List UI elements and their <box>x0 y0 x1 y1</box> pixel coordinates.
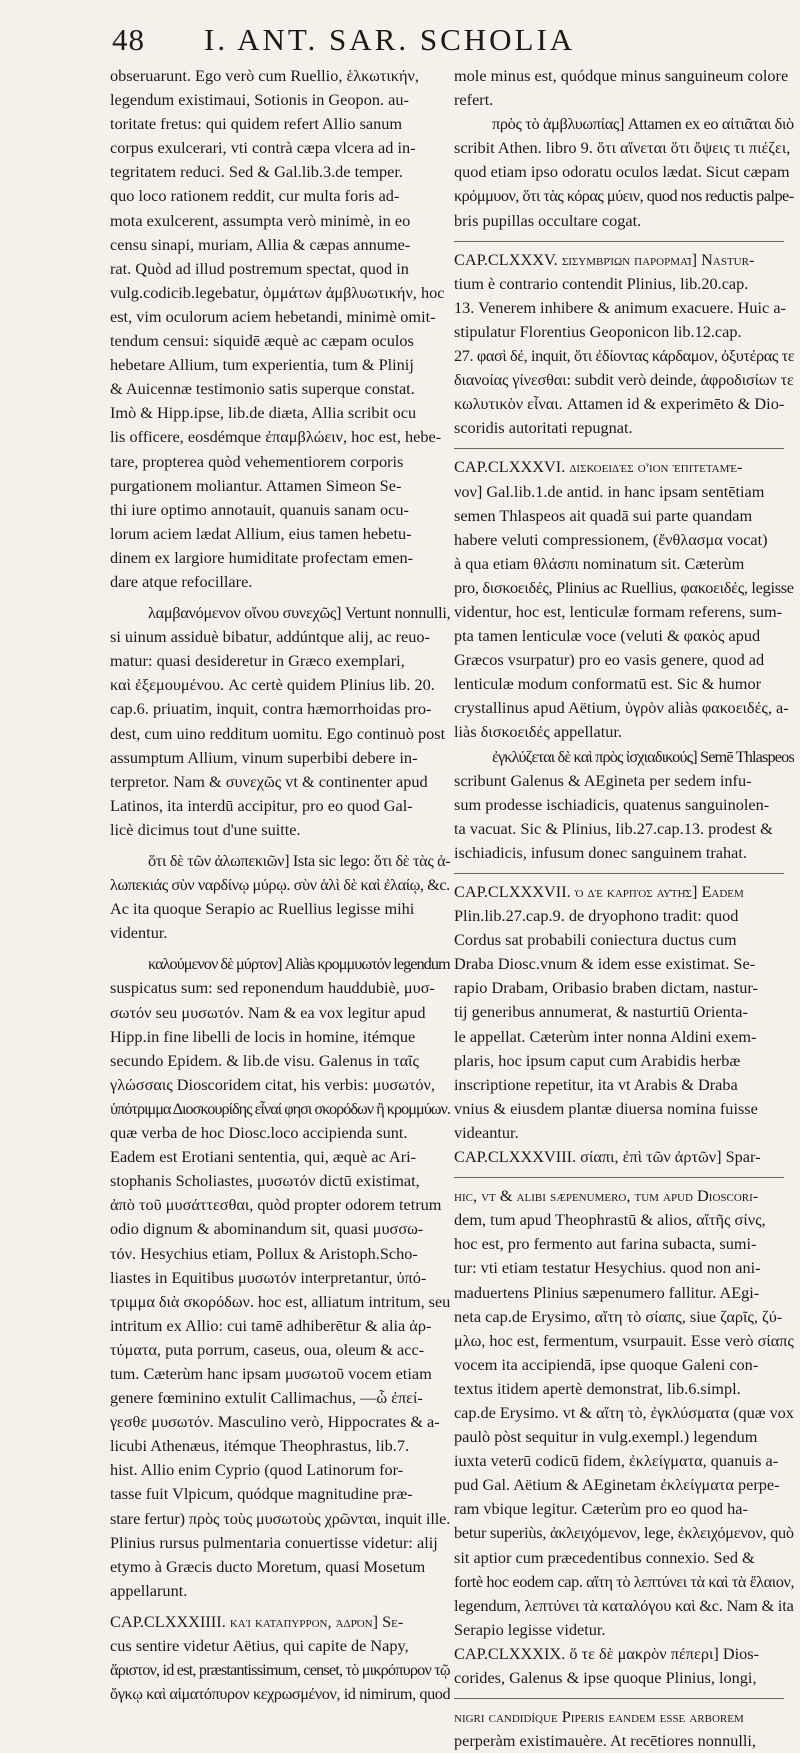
running-title: I. ANT. SAR. SCHOLIA <box>204 22 576 57</box>
text-line: tegritatem reduci. Sed & Gal.lib.3.de temper. <box>110 162 403 182</box>
text-line: λαμβανόμενον οἴνου συνεχῶς] Vertunt nonnulli, <box>148 603 450 623</box>
text-line: stipulatur Florentius Geoponicon lib.12.cap. <box>454 321 742 341</box>
text-line: γεσθε μυσωτόν. Masculino verò, Hippocrates & a- <box>110 1412 440 1432</box>
chapter-heading-line: nigri candidíque Piperis eandem esse arborem <box>454 1707 744 1727</box>
text-line: hebetare Allium, tum experientia, tum & Plinij <box>110 355 414 375</box>
text-line: hoc est, pro fermento aut farina subacta, sumi- <box>454 1234 757 1254</box>
text-line: censu sinapi, muriam, Allia & cæpas annume- <box>110 234 411 254</box>
text-line: si uinum assiduè bibatur, addúntque alij, ac reuo- <box>110 627 430 647</box>
text-line: Plin.lib.27.cap.9. de dryophono tradit: quod <box>454 906 739 926</box>
text-line: τριμμα διὰ σκορόδων. hoc est, alliatum intritum, seu <box>110 1291 450 1311</box>
text-line: textus itidem apertè demonstrat, lib.6.simpl. <box>454 1378 741 1398</box>
text-line: Latinos, ita interdū accipitur, pro eo quod Gal- <box>110 795 413 815</box>
text-line: ta vacuat. Sic & Plinius, lib.27.cap.13. prodest & <box>454 818 773 838</box>
text-line: perperàm existimauère. At recētiores nonnulli, <box>454 1731 756 1751</box>
text-line: bris pupillas occultare cogat. <box>454 210 642 230</box>
text-line: καλούμενον δὲ μύρτον] Aliàs κρομμυωτόν legendum <box>148 954 450 974</box>
text-line: legendum, λεπτύνει τὰ καταλόγου καὶ &c. Nam & ita <box>454 1595 794 1615</box>
text-line: habere veluti compressionem, (ἔνθλασμα vocat) <box>454 529 768 549</box>
text-line: pud Gal. Aëtium & AEginetam ἐκλείγματα perpe- <box>454 1475 780 1495</box>
text-line: maduertens Plinius sæpenumero fallitur. AEgi- <box>454 1282 760 1302</box>
text-line: διανοίας γίνεσθαι: subdit verò deinde, ἀφροδισίων τε <box>454 370 794 390</box>
text-line: μλω, hoc est, fermentum, vsurpauit. Esse verò σίαπς <box>454 1330 794 1350</box>
text-line: quod etiam ipso odoratu oculos lædat. Sicut cæpam <box>454 162 790 182</box>
text-line: ἀπὸ τοῦ μυσάττεσθαι, quòd propter odorem tetrum <box>110 1195 442 1215</box>
text-line: videntur, hoc est, lenticulæ formam referens, sum- <box>454 601 783 621</box>
text-line: purgationem moliantur. Attamen Simeon Se- <box>110 475 402 495</box>
text-line: scoridis autoritati repugnat. <box>454 418 633 438</box>
text-line: toritate fretus: qui quidem refert Allio sanum <box>110 114 403 134</box>
text-line: sum prodesse ischiadicis, quatenus sanguinolen- <box>454 794 770 814</box>
text-line: Serapio legisse videtur. <box>454 1619 606 1639</box>
text-line: ὄγκῳ καὶ αἱματόπυρον κεχρωσμένον, id nimirum, quod <box>110 1684 450 1704</box>
text-line: τόν. Hesychius etiam, Pollux & Aristoph.Scho- <box>110 1243 418 1263</box>
text-line: Plinius rursus pulmentaria conuertisse videtur: alij <box>110 1532 438 1552</box>
text-line: tum. Cæterùm hanc ipsam μυσωτοῦ vocem etiam <box>110 1363 432 1383</box>
text-line: vocem ita accipiendā, ipse quoque Galeni con- <box>454 1354 759 1374</box>
text-line: scribunt Galenus & AEgineta per sedem infu- <box>454 770 752 790</box>
text-line: Draba Diosc.vnum & idem esse existimat. Se- <box>454 954 756 974</box>
text-line: lenticulæ modum conformatū est. Sic & humor <box>454 674 762 694</box>
text-line: est, vim oculorum aciem hebetandi, minimè omit- <box>110 306 436 326</box>
text-line: Græcos vsurpatur) pro eo vasis genere, quod ad <box>454 650 765 670</box>
text-line: appellarunt. <box>110 1580 188 1600</box>
text-line: hist. Allio enim Cyprio (quod Latinorum for- <box>110 1460 404 1480</box>
text-line: intritum ex Allio: cui tamē adhiberētur & alia ἀρ- <box>110 1315 432 1335</box>
text-line: Hipp.in fine libelli de locis in homine, itémque <box>110 1026 416 1046</box>
text-line: genere fœminino extulit Callimachus, —ὧ ἐπεί- <box>110 1388 423 1408</box>
text-line: γλώσσαις Dioscoridem citat, his verbis: μυσωτόν, <box>110 1074 435 1094</box>
text-line: tare, propterea quòd vehementiorem corporis <box>110 451 404 471</box>
text-line: matur: quasi desideretur in Græco exemplari, <box>110 651 405 671</box>
text-line: Ac ita quoque Serapio ac Ruellius legisse mihi <box>110 899 415 919</box>
text-line: νον] Gal.lib.1.de antid. in hanc ipsam sentētiam <box>454 481 765 501</box>
text-line: λωπεκιάς σὺν ναρδίνῳ μύρῳ. σὺν ἁλὶ δὲ καὶ ἐλαίῳ, &c. <box>110 875 450 895</box>
text-line: mole minus est, quódque minus sanguineum colore <box>454 66 789 85</box>
text-line: tium è contrario contendit Plinius, lib.20.cap. <box>454 273 749 293</box>
text-line: licè dicimus tout d'une suitte. <box>110 819 301 839</box>
text-line: videntur. <box>110 923 168 943</box>
text-line: Eadem est Erotiani sententia, qui, æquè ac Ari- <box>110 1147 417 1167</box>
text-line: videantur. <box>454 1122 519 1142</box>
text-line: ἄριστον, id est, præstantissimum, censet, τὸ μικρόπυρον τῷ <box>110 1660 450 1680</box>
text-line: iuxta veterū codicū fidem, ἐκλείγματα, quanuis a- <box>454 1451 779 1471</box>
text-line: κωλυτικὸν εἶναι. Attamen id & experimēto & Dio- <box>454 394 785 414</box>
chapter-heading-line: hic, vt & alibi sæpenumero, tum apud Dioscori- <box>454 1186 759 1206</box>
text-line: sit aptior cum præcedentibus connexio. Sed & <box>454 1547 755 1567</box>
text-line: cap.6. priuatim, inquit, contra hæmorrhoidas pro- <box>110 699 432 719</box>
text-line: 13. Venerem inhibere & animum exacuere. Huic a- <box>454 297 786 317</box>
section-rule <box>454 1698 784 1699</box>
section-rule <box>454 1177 784 1178</box>
text-line: crystallinus apud Aëtium, ὑγρὸν aliàs φακοειδές, a- <box>454 698 789 718</box>
text-line: legendum existimaui, Sotionis in Geopon. au- <box>110 90 409 110</box>
text-line: quæ verba de hoc Diosc.loco accipienda sunt. <box>110 1123 408 1143</box>
text-line: ὑπότριμμα Διοσκουρίδης εἶναί φησι σκορόδων ἢ κρομμύων. <box>110 1098 450 1118</box>
text-line: terpretor. Nam & συνεχῶς vt & continenter apud <box>110 771 428 791</box>
text-line: ram vbique legitur. Cæterùm pro eo quod ha- <box>454 1499 748 1519</box>
chapter-heading-line: CAP.CLXXXVI. δισκοειδὲς οἷον ἐπιτεταμέ- <box>454 457 743 477</box>
text-line: cus sentire videtur Aëtius, qui capite de Napy, <box>110 1636 409 1655</box>
text-line: tendum censui: siquidē æquè ac cæpam oculos <box>110 331 414 351</box>
chapter-heading-line: CAP.CLXXXV. σισυμβρίων παρορμᾷ] Nastur- <box>454 249 755 269</box>
text-line: dem, tum apud Theophrastū & alios, αἴτῆς σίνς, <box>454 1210 766 1230</box>
text-line: pro, δισκοειδές, Plinius ac Ruellius, φακοειδές, legisse <box>454 577 794 597</box>
text-line: assumptum Allium, vinum superbibi debere in- <box>110 747 418 767</box>
text-line: cap.de Erysimo. vt & αἴτη τὸ, ἐγκλύσματα (quæ vox <box>454 1402 794 1422</box>
text-line: corides, Galenus & ipse quoque Plinius, longi, <box>454 1668 757 1687</box>
text-line: rat. Quòd ad illud postremum spectat, quod in <box>110 258 409 278</box>
text-line: secundo Epidem. & lib.de visu. Galenus in ταῖς <box>110 1050 419 1070</box>
text-line: 27. φασὶ δέ, inquit, ὅτι ἐδίοντας κάρδαμον, ὀξυτέρας τε <box>454 346 794 366</box>
text-line: Cordus sat probabili coniectura ductus cum <box>454 930 737 950</box>
section-rule <box>454 873 784 874</box>
text-line: CAP.CLXXXIX. ὅ τε δὲ μακρὸν πέπερι] Dios- <box>454 1643 760 1663</box>
text-line: & Auicennæ testimonio satis superque constat. <box>110 379 415 399</box>
text-line: tasse fuit Vlpicum, quódque magnitudine præ- <box>110 1484 413 1504</box>
section-rule <box>454 448 784 449</box>
text-line: le appellat. Cæterùm inter nonna Aldini exem- <box>454 1026 757 1046</box>
right-column <box>454 64 794 1753</box>
page-number: 48 <box>112 22 145 57</box>
text-line: neta cap.de Erysimo, αἴτη τὸ σίαπς, siue ζαρῖς, ζύ- <box>454 1306 783 1326</box>
text-line: à qua etiam θλάσπι nominatum sit. Cæterùm <box>454 553 745 573</box>
running-header <box>112 22 752 62</box>
chapter-heading-line: CAP.CLXXXVII. ὁ δὲ καρπὸς αὐτῆς] Eadem <box>454 882 744 901</box>
left-column <box>110 64 450 1706</box>
text-line: inscriptione repetitur, ita vt Arabis & Draba <box>454 1074 738 1094</box>
text-line: πρὸς τὸ ἀμβλυωπίας] Attamen ex eo αἰτιᾶται διὸ <box>492 114 794 134</box>
text-line: ὅτι δὲ τῶν ἀλωπεκιῶν] Ista sic lego: ὅτι δὲ τὰς ἀ- <box>148 851 450 870</box>
text-line: refert. <box>454 90 494 110</box>
text-line: κρόμμυον, ὅτι τὰς κόρας μύειν, quod nos reductis palpe- <box>454 186 794 206</box>
text-line: mota exulcerent, assumpta verò minimè, in eo <box>110 210 411 230</box>
text-line: corpus exulcerari, vti contrà cæpa vlcera ad in- <box>110 138 416 158</box>
text-line: rapio Drabam, Oribasio braben dictam, nastur- <box>454 978 758 998</box>
text-line: ἐγκλύζεται δὲ καὶ πρὸς ἰσχιαδικούς] Semē Thlaspeos <box>492 746 794 766</box>
text-line: CAP.CLXXXVIII. σίαπι, ἐπὶ τῶν ἀρτῶν] Spar- <box>454 1147 761 1167</box>
section-rule <box>454 241 784 242</box>
text-line: semen Thlaspeos ait quadā sui parte quandam <box>454 505 753 525</box>
text-line: dest, cum uino redditum uomitu. Ego continuò post <box>110 723 446 743</box>
text-line: lorum aciem lædat Allium, eius tamen hebetu- <box>110 523 412 543</box>
text-line: licubi Athenæus, itémque Theophrastus, lib.7. <box>110 1436 410 1456</box>
text-line: τύματα, puta porrum, caseus, oua, oleum & acc- <box>110 1339 425 1359</box>
text-line: liàs δισκοειδές appellatur. <box>454 722 623 742</box>
text-line: tij generibus annumerat, & nasturtiū Orienta- <box>454 1002 748 1022</box>
text-line: suspicatus sum: sed reponendum hauddubiè, μυσ- <box>110 978 435 998</box>
text-line: lis officere, eosdémque ἐπαμβλώειν, hoc est, hebe- <box>110 427 442 447</box>
text-line: quo loco rationem reddit, cur multa foris ad- <box>110 186 400 206</box>
text-line: betur superiùs, ἀκλειχόμενον, lege, ἐκλειχόμενον, quò <box>454 1523 794 1543</box>
text-line: vnius & eiusdem plantæ diuersa nomina fuisse <box>454 1098 758 1118</box>
text-line: καὶ ἐξεμουμένου. Ac certè quidem Plinius lib. 20. <box>110 675 435 695</box>
text-line: dare atque refocillare. <box>110 571 253 591</box>
text-line: stare fertur) πρὸς τοὺς μυσωτοὺς χρῶνται, inquit ille. <box>110 1508 450 1528</box>
text-line: scribit Athen. libro 9. ὅτι αἴνεται ὅτι ὄψεις τι πιέζει, <box>454 138 791 158</box>
text-line: dinem ex largiore humiditate profectam emen- <box>110 547 414 567</box>
text-line: pta tamen lenticulæ voce (veluti & φακὸς apud <box>454 626 761 646</box>
text-line: Imò & Hipp.ipse, lib.de diæta, Allia scribit ocu <box>110 403 417 423</box>
text-line: paulò pòst sequitur in vulg.exempl.) legendum <box>454 1427 758 1447</box>
text-line: liastes in Equitibus μυσωτόν interpretantur, ὑπό- <box>110 1267 427 1287</box>
text-line: stophanis Scholiastes, μυσωτόν dictū existimat, <box>110 1171 420 1191</box>
text-line: etymo à Græcis ducto Moretum, quasi Mosetum <box>110 1556 426 1576</box>
text-line: tur: vti etiam testatur Hesychius. quod non ani- <box>454 1258 761 1278</box>
text-line: plaris, hoc ipsum caput cum Arabidis herbæ <box>454 1050 741 1070</box>
text-line: vulg.codicib.legebatur, ὀμμάτων ἀμβλυωτικήν, hoc <box>110 282 445 302</box>
text-line: ischiadicis, infusum donec sanguinem trahat. <box>454 842 747 862</box>
text-line: σωτόν seu μυσωτόν. Nam & ea vox legitur apud <box>110 1002 426 1022</box>
text-line: odio dignum & abominandum sit, quasi μυσσω- <box>110 1219 424 1239</box>
text-line: obseruarunt. Ego verò cum Ruellio, ἑλκωτικήν, <box>110 66 419 85</box>
text-line: fortè hoc eodem cap. αἴτη τὸ λεπτύνει τὰ καὶ τὰ ἔλαιον, <box>454 1571 794 1591</box>
text-line: thi iure optimo annotauit, quanuis sanam ocu- <box>110 499 409 519</box>
chapter-heading-line: CAP.CLXXXIIII. καὶ καταπυρρον, ἀδρόν] Se- <box>110 1611 404 1631</box>
